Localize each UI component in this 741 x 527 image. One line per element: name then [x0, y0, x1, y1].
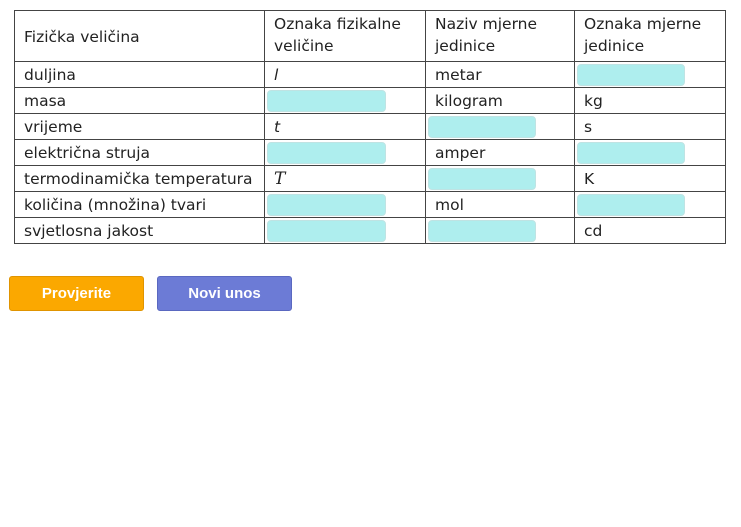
- quantity-cell: električna struja: [15, 140, 265, 166]
- unit-symbol-cell: kg: [575, 88, 726, 114]
- table-row: [15, 114, 726, 140]
- table-row: [15, 166, 726, 192]
- quantity-cell: masa: [15, 88, 265, 114]
- unit-symbol-cell: s: [575, 114, 726, 140]
- header-unit-name: Naziv mjerne jedinice: [426, 11, 575, 62]
- unit-symbol-cell: cd: [575, 218, 726, 244]
- check-button[interactable]: Provjerite: [9, 276, 144, 311]
- unit-symbol-input[interactable]: [577, 194, 685, 216]
- table-row: [15, 140, 726, 166]
- symbol-value: t: [274, 117, 281, 136]
- table-row: [15, 62, 726, 88]
- unit-symbol-cell[interactable]: [575, 192, 726, 218]
- quantity-cell: svjetlosna jakost: [15, 218, 265, 244]
- unit-name-cell: kilogram: [426, 88, 575, 114]
- unit-name-cell: amper: [426, 140, 575, 166]
- symbol-input[interactable]: [267, 90, 386, 112]
- unit-name-input[interactable]: [428, 116, 536, 138]
- table-row: [15, 88, 726, 114]
- symbol-cell: [265, 166, 426, 192]
- unit-symbol-input[interactable]: [577, 142, 685, 164]
- unit-name-cell[interactable]: [426, 114, 575, 140]
- quantity-cell: duljina: [15, 62, 265, 88]
- table-header-row: [15, 11, 726, 62]
- unit-symbol-cell: K: [575, 166, 726, 192]
- unit-name-cell: mol: [426, 192, 575, 218]
- table-row: [15, 218, 726, 244]
- quantity-cell: količina (množina) tvari: [15, 192, 265, 218]
- symbol-cell[interactable]: [265, 192, 426, 218]
- header-quantity: Fizička veličina: [15, 11, 265, 62]
- symbol-cell: [265, 62, 426, 88]
- table-row: [15, 192, 726, 218]
- new-entry-button[interactable]: Novi unos: [157, 276, 292, 311]
- unit-name-input[interactable]: [428, 168, 536, 190]
- symbol-input[interactable]: [267, 142, 386, 164]
- unit-symbol-input[interactable]: [577, 64, 685, 86]
- symbol-cell[interactable]: [265, 88, 426, 114]
- header-symbol: Oznaka fizikalne veličine: [265, 11, 426, 62]
- unit-name-cell[interactable]: [426, 218, 575, 244]
- symbol-input[interactable]: [267, 194, 386, 216]
- quantity-cell: vrijeme: [15, 114, 265, 140]
- symbol-value: T: [274, 168, 286, 189]
- symbol-cell: [265, 114, 426, 140]
- quantity-cell: termodinamička temperatura: [15, 166, 265, 192]
- unit-name-cell[interactable]: [426, 166, 575, 192]
- unit-name-cell: metar: [426, 62, 575, 88]
- symbol-cell[interactable]: [265, 218, 426, 244]
- symbol-input[interactable]: [267, 220, 386, 242]
- symbol-value: l: [274, 65, 279, 84]
- unit-symbol-cell[interactable]: [575, 62, 726, 88]
- unit-name-input[interactable]: [428, 220, 536, 242]
- unit-symbol-cell[interactable]: [575, 140, 726, 166]
- symbol-cell[interactable]: [265, 140, 426, 166]
- header-unit-symbol: Oznaka mjerne jedinice: [575, 11, 726, 62]
- units-table: [14, 10, 726, 244]
